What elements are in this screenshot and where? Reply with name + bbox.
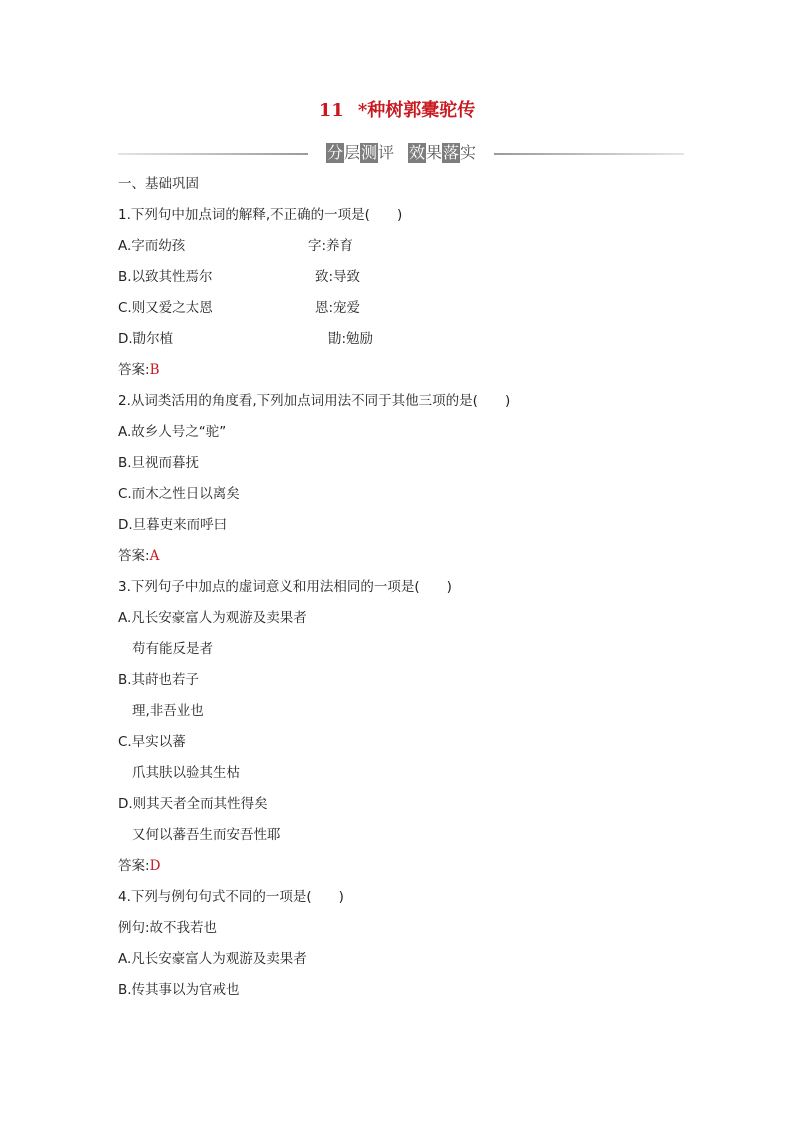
banner-char: 层 [343, 143, 360, 162]
question-2-option: A.故乡人号之“驼” [118, 424, 227, 440]
question-4-option: B.传其事以为官戒也 [118, 982, 240, 998]
banner-line-left [118, 153, 308, 155]
worksheet-content [118, 174, 678, 1011]
question-2-option: B.旦视而暮抚 [118, 455, 200, 471]
option-text: A.字而幼孩 [118, 238, 186, 254]
answer-label: 答案: [118, 362, 150, 378]
answer-label: 答案: [118, 548, 150, 564]
question-3-option: B.其莳也若子 [118, 672, 200, 688]
question-3-answer [118, 856, 678, 887]
banner-char: 分 [326, 143, 343, 162]
option-gloss: 恩:宠爱 [315, 300, 361, 316]
option-text: C.则又爱之太恩 [118, 300, 213, 316]
question-3-option-pair: 爪其肤以验其生枯 [132, 765, 240, 781]
answer-label: 答案: [118, 858, 150, 874]
page-title [0, 96, 794, 122]
banner-char: 落 [443, 143, 460, 162]
question-1-option [118, 236, 678, 267]
banner-char: 评 [377, 143, 394, 162]
option-gloss: 勖:勉励 [328, 331, 374, 347]
banner-char: 实 [460, 143, 477, 162]
lesson-number: 11 [318, 100, 344, 121]
question-3-option-pair: 又何以蕃吾生而安吾性耶 [132, 827, 281, 843]
question-2-option: D.旦暮吏来而呼曰 [118, 517, 228, 533]
question-2-answer [118, 546, 678, 577]
question-3-option-pair: 苟有能反是者 [132, 641, 213, 657]
banner-char: 果 [426, 143, 443, 162]
question-4-stem: 4.下列与例句句式不同的一项是( ) [118, 889, 344, 905]
option-text: B.以致其性焉尔 [118, 269, 213, 285]
question-1-answer [118, 360, 678, 391]
banner-char: 测 [360, 143, 377, 162]
question-3-stem: 3.下列句子中加点的虚词意义和用法相同的一项是( ) [118, 579, 452, 595]
banner-char: 效 [409, 143, 426, 162]
question-3-option: A.凡长安豪富人为观游及卖果者 [118, 610, 307, 626]
banner-text [308, 143, 494, 163]
question-3-option: D.则其天者全而其性得矣 [118, 796, 268, 812]
lesson-title: *种树郭橐驼传 [357, 100, 476, 121]
question-1-option [118, 267, 678, 298]
question-3-option: C.早实以蕃 [118, 734, 186, 750]
option-gloss: 字:养育 [308, 238, 354, 254]
option-text: D.勖尔植 [118, 331, 174, 347]
question-1-option [118, 298, 678, 329]
question-1-stem: 1.下列句中加点词的解释,不正确的一项是( ) [118, 207, 403, 223]
question-2-stem: 2.从词类活用的角度看,下列加点词用法不同于其他三项的是( ) [118, 393, 511, 409]
banner-line-right [494, 153, 684, 155]
answer-value: B [149, 362, 160, 378]
answer-value: A [149, 548, 160, 564]
question-1-option [118, 329, 678, 360]
section-heading: 一、基础巩固 [118, 176, 199, 192]
question-4-example: 例句:故不我若也 [118, 920, 218, 936]
answer-value: D [149, 858, 161, 874]
section-banner [118, 143, 684, 165]
question-3-option-pair: 理,非吾业也 [132, 703, 204, 719]
option-gloss: 致:导致 [315, 269, 361, 285]
question-4-option: A.凡长安豪富人为观游及卖果者 [118, 951, 307, 967]
question-2-option: C.而木之性日以离矣 [118, 486, 240, 502]
